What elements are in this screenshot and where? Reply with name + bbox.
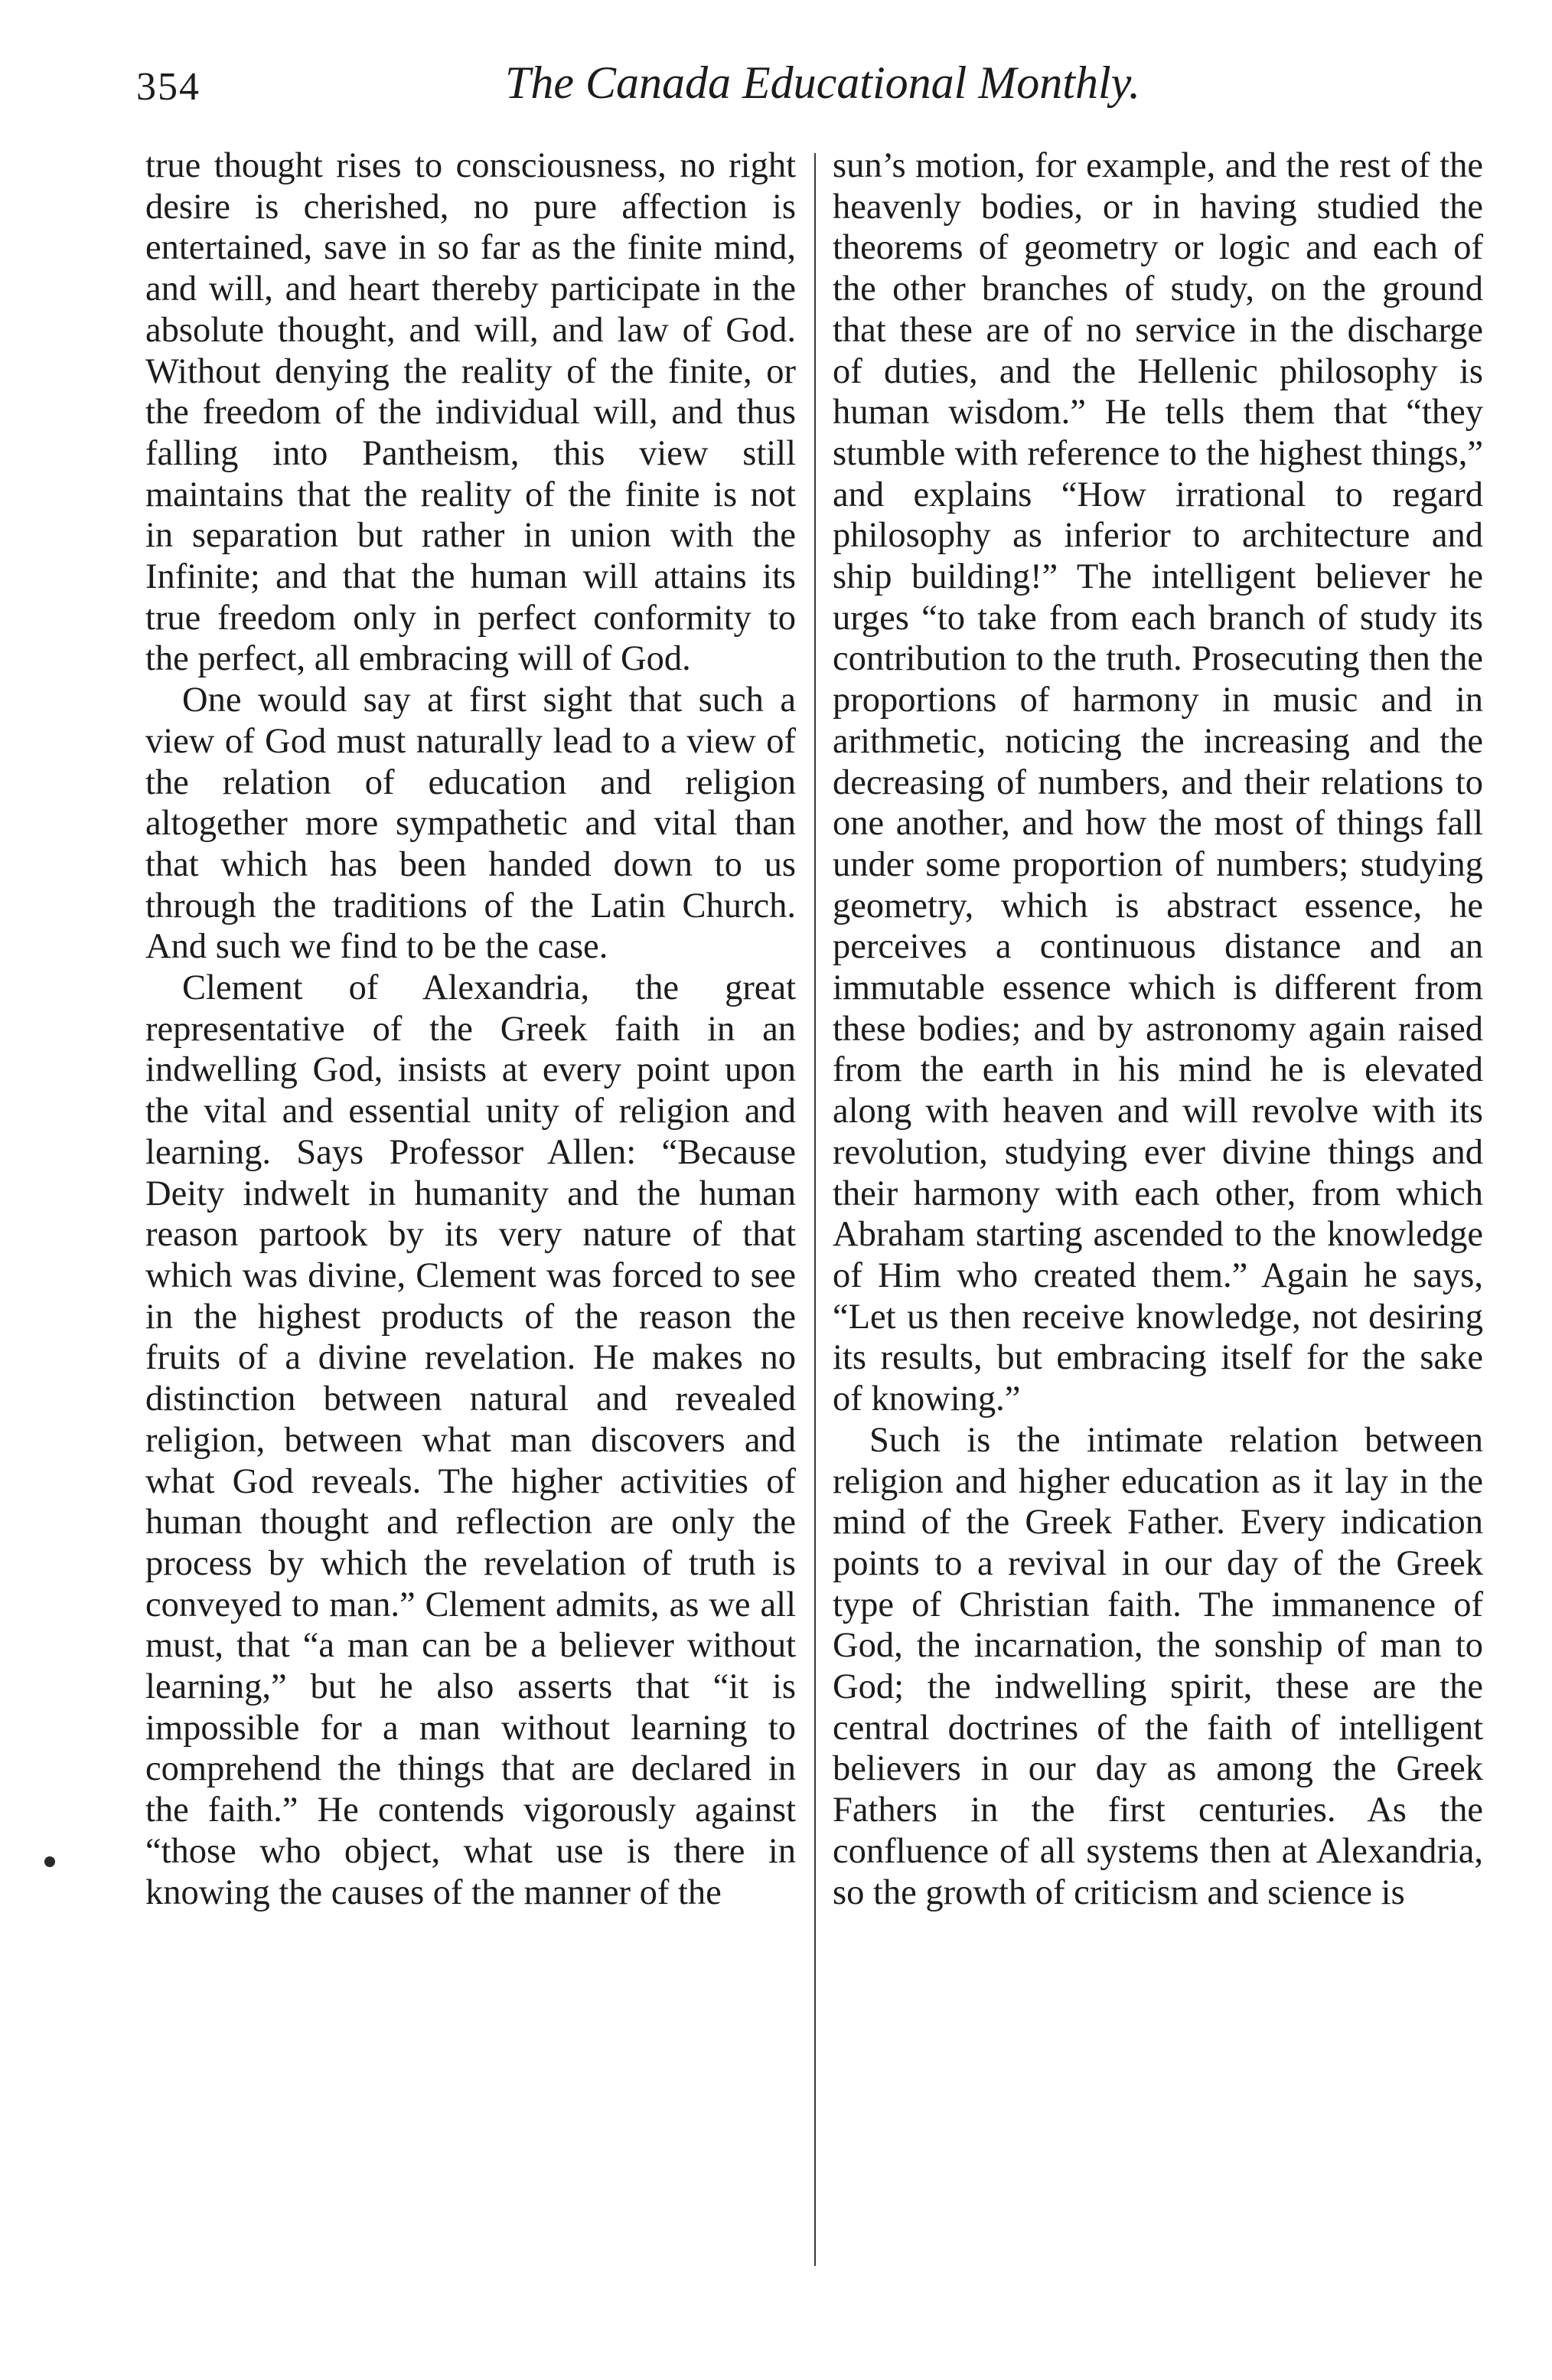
text-columns xyxy=(0,145,1552,2274)
paragraph: Such is the intimate relation between religion and higher education as it lay in the mind of the Greek Father. Every indication points to a revival in our day of the Greek type of Christian faith. The immanence of God, the incarnation, the sonship of man to God; the indwelling spirit, these are the central doctrines of the faith of intelligent believers in our day as among the Greek Fathers in the first centuries. As the confluence of all systems then at Alexandria, so the growth of criticism and science is xyxy=(833,1420,1483,1912)
left-column xyxy=(145,145,796,1913)
paragraph: One would say at first sight that such a view of God must naturally lead to a view of the relation of education and religion altogether more sympathetic and vital than that which has been handed down to us through the traditions of the Latin Church. And such we find to be the case. xyxy=(145,681,796,967)
page-number: 354 xyxy=(136,65,201,109)
page-header xyxy=(0,49,1552,118)
running-title: The Canada Educational Monthly. xyxy=(505,57,1140,108)
column-divider xyxy=(814,153,816,2266)
right-column xyxy=(833,145,1483,1913)
paragraph: true thought rises to consciousness, no right desire is cherished, no pure affection is entertained, save in so far as the finite mind, and will, and heart thereby participate in the absolute thought, and will, and law of God. Without denying the reality of the finite, or the freedom of the individual will, and thus falling into Pantheism, this view still maintains that the reality of the finite is not in separation but rather in union with the Infinite; and that the human will attains its true freedom only in perfect conformity to the perfect, all embracing will of God. xyxy=(145,146,796,679)
margin-mark xyxy=(44,1856,55,1867)
paragraph: Clement of Alexandria, the great representative of the Greek faith in an indwelling God, insists at every point upon the vital and essential unity of religion and learning. Says Professor Allen: “Because Deity indwelt in humanity and the human reason partook by its very nature of that which was divine, Clement was forced to see in the highest products of the reason the fruits of a divine revelation. He makes no distinction between natural and revealed religion, between what man discovers and what God reveals. The higher activities of human thought and reflection are only the process by which the revelation of truth is conveyed to man.” Clement admits, as we all must, that “a man can be a believer without learning,” but he also asserts that “it is impossible for a man without learning to comprehend the things that are declared in the faith.” He contends vigorously against “those who object, what use is there in knowing the causes of the manner of the xyxy=(145,968,796,1912)
paragraph: sun’s motion, for example, and the rest of the heavenly bodies, or in having studied the theorems of geometry or logic and each of the other branches of study, on the ground that these are of no service in the discharge of duties, and the Hellenic philosophy is human wisdom.” He tells them that “they stumble with reference to the highest things,” and explains “How irrational to regard philosophy as inferior to architecture and ship building!” The intelligent believer he urges “to take from each branch of study its contribution to the truth. Prosecuting then the proportions of harmony in music and in arithmetic, noticing the increasing and the decreasing of numbers, and their relations to one another, and how the most of things fall under some proportion of numbers; studying geometry, which is abstract essence, he perceives a continuous distance and an immutable essence which is different from these bodies; and by astronomy again raised from the earth in his mind he is elevated along with heaven and will revolve with its revolution, studying ever divine things and their harmony with each other, from which Abraham starting ascended to the knowledge of Him who created them.” Again he says, “Let us then receive knowledge, not desiring its results, but embracing itself for the sake of knowing.” xyxy=(833,146,1483,1419)
